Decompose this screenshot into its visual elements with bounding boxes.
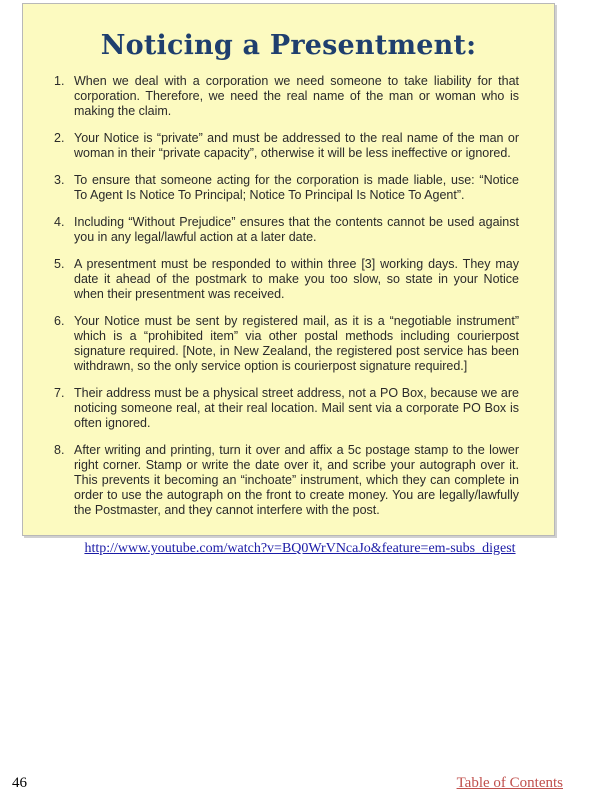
list-item bbox=[54, 314, 519, 374]
list-item bbox=[54, 173, 519, 203]
item-text: Your Notice must be sent by registered mail, as it is a “negotiable instrument” which is a “prohibited item” via other postal methods including courierpost signature required. [Note, in New Zealand, the registered post service has been withdrawn, so the only service option is courierpost signature required.] bbox=[74, 314, 519, 373]
item-text: A presentment must be responded to within three [3] working days. They may date it ahead of the postmark to make you too slow, so state in your Notice when their presentment was received. bbox=[74, 257, 519, 301]
list-item bbox=[54, 74, 519, 119]
presentment-list bbox=[54, 74, 519, 530]
list-item bbox=[54, 443, 519, 518]
item-number: 3. bbox=[54, 173, 65, 187]
item-number: 5. bbox=[54, 257, 65, 271]
source-video-link[interactable]: http://www.youtube.com/watch?v=BQ0WrVNcaJo&feature=em-subs_digest bbox=[84, 541, 516, 556]
item-number: 2. bbox=[54, 131, 65, 145]
item-text: To ensure that someone acting for the corporation is made liable, use: “Notice To Agent Is Notice To Principal; Notice To Principal Is Notice To Agent”. bbox=[74, 173, 519, 202]
item-number: 1. bbox=[54, 74, 65, 88]
page-number: 46 bbox=[12, 775, 27, 791]
list-item bbox=[54, 215, 519, 245]
item-text: Including “Without Prejudice” ensures that the contents cannot be used against you in any legal/lawful action at a later date. bbox=[74, 215, 519, 244]
item-text: Their address must be a physical street address, not a PO Box, because we are noticing someone real, at their real location. Mail sent via a corporate PO Box is often ignored. bbox=[74, 386, 519, 430]
slide-title: Noticing a Presentment: bbox=[100, 30, 477, 61]
item-text: When we deal with a corporation we need someone to take liability for that corporation. Therefore, we need the real name of the man or woman who is making the claim. bbox=[74, 74, 519, 118]
list-item bbox=[54, 131, 519, 161]
item-number: 7. bbox=[54, 386, 65, 400]
item-number: 8. bbox=[54, 443, 65, 457]
item-text: Your Notice is “private” and must be addressed to the real name of the man or woman in their “private capacity”, otherwise it will be less ineffective or ignored. bbox=[74, 131, 519, 160]
list-item bbox=[54, 257, 519, 302]
item-number: 4. bbox=[54, 215, 65, 229]
slide-panel bbox=[22, 3, 555, 536]
table-of-contents-link[interactable]: Table of Contents bbox=[456, 775, 563, 791]
item-text: After writing and printing, turn it over and affix a 5c postage stamp to the lower right corner. Stamp or write the date over it, and scribe your autograph over it. This prevents it becoming an “inchoate” instrument, which they can complete in order to use the autograph on the front to create money. You are legally/lawfully the Postmaster, and they cannot interfere with the post. bbox=[74, 443, 519, 517]
item-number: 6. bbox=[54, 314, 65, 328]
list-item bbox=[54, 386, 519, 431]
